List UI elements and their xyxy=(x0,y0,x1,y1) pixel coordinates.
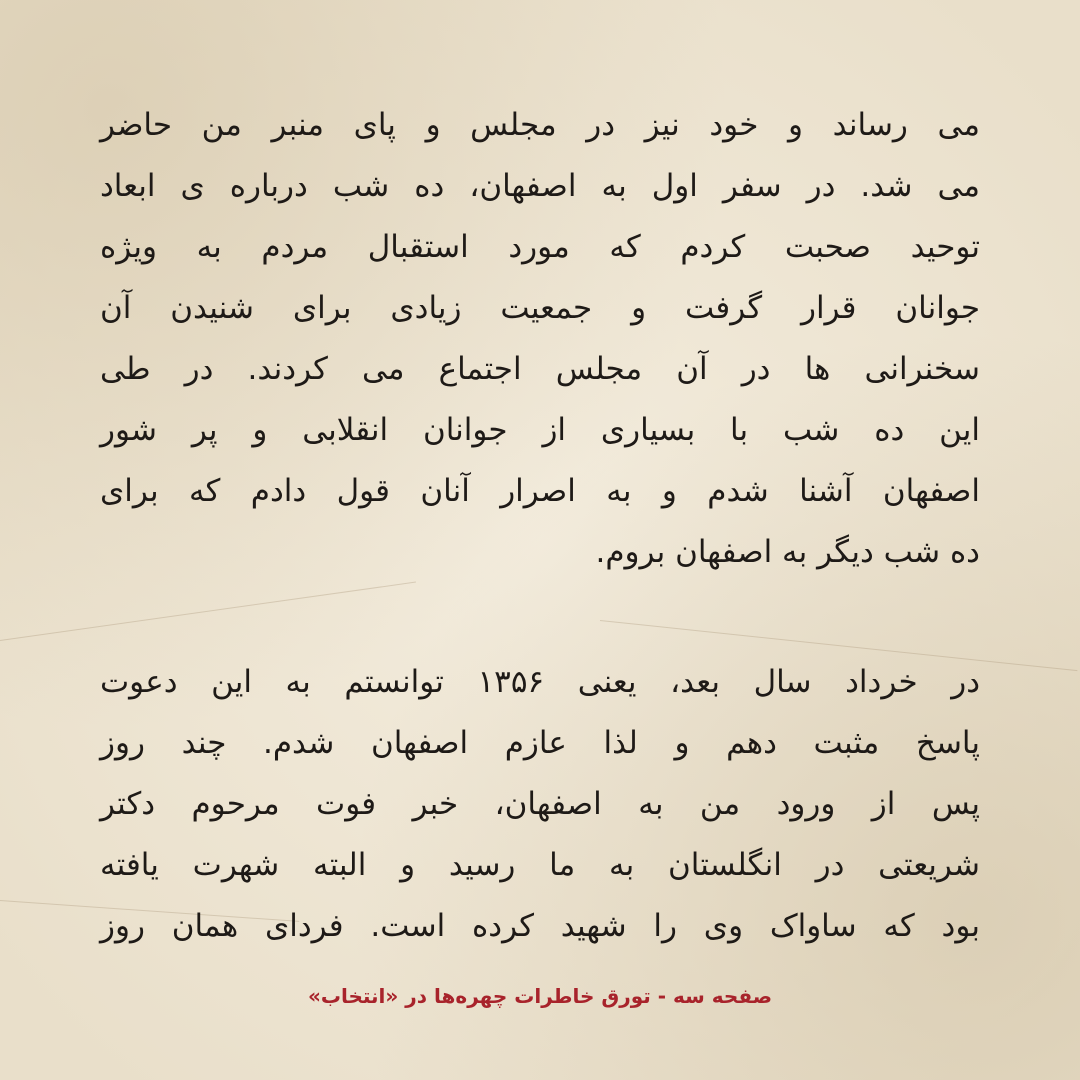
text-line: پاسخ مثبت دهم و لذا عازم اصفهان شدم. چند روز xyxy=(100,725,980,761)
text-line: در خرداد سال بعد، یعنی ۱۳۵۶ توانستم به این دعوت xyxy=(100,664,980,700)
text-line: بود که ساواک وی را شهید کرده است. فردای همان روز xyxy=(100,908,980,944)
text-line: سخنرانی ها در آن مجلس اجتماع می کردند. در طی xyxy=(100,351,980,387)
page-footer-caption: صفحه سه - تورق خاطرات چهره‌ها در «انتخاب» xyxy=(307,984,773,1008)
paragraph-1 xyxy=(100,95,980,583)
text-line: اصفهان آشنا شدم و به اصرار آنان قول دادم که برای xyxy=(100,473,980,509)
text-line: جوانان قرار گرفت و جمعیت زیادی برای شنیدن آن xyxy=(100,290,980,326)
paper-crack xyxy=(0,582,416,641)
paragraph-2 xyxy=(100,652,980,957)
text-line: می رساند و خود نیز در مجلس و پای منبر من حاضر xyxy=(100,107,980,143)
text-line: این ده شب با بسیاری از جوانان انقلابی و پر شور xyxy=(100,412,980,448)
text-line: ده شب دیگر به اصفهان بروم. xyxy=(595,534,980,570)
text-line: می شد. در سفر اول به اصفهان، ده شب درباره ی ابعاد xyxy=(100,168,980,204)
text-line: پس از ورود من به اصفهان، خبر فوت مرحوم دکتر xyxy=(100,786,980,822)
text-line: شریعتی در انگلستان به ما رسید و البته شهرت یافته xyxy=(100,847,980,883)
text-line: توحید صحبت کردم که مورد استقبال مردم به ویژه xyxy=(100,229,980,265)
